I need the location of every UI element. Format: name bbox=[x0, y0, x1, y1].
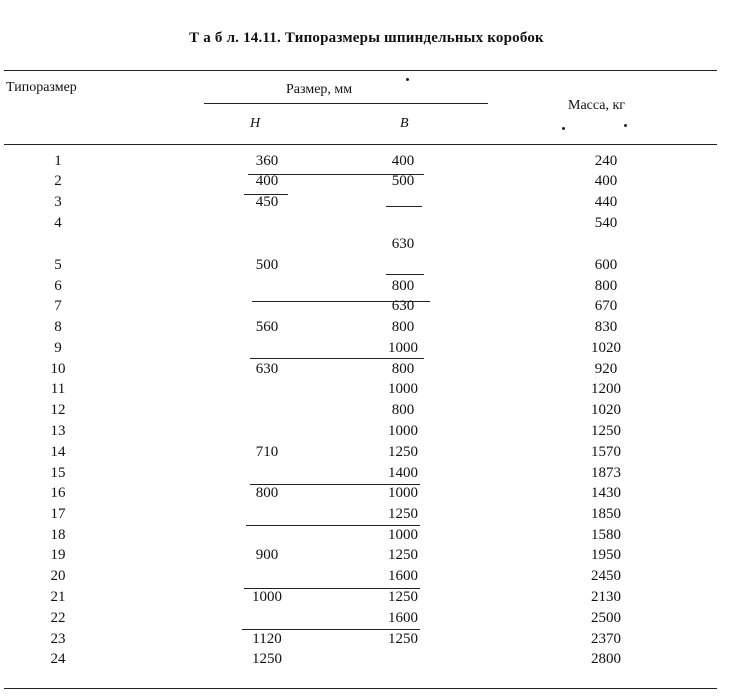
row-number: 4 bbox=[54, 215, 62, 231]
row-number: 6 bbox=[54, 278, 62, 294]
cell-mass: 1580 bbox=[591, 527, 621, 543]
cell-b: 1250 bbox=[388, 589, 418, 605]
header-b: B bbox=[400, 116, 409, 131]
group-rule bbox=[386, 206, 422, 207]
group-rule bbox=[242, 629, 420, 630]
group-rule bbox=[244, 194, 288, 195]
cell-b: 1600 bbox=[388, 610, 418, 626]
cell-mass: 2500 bbox=[591, 610, 621, 626]
cell-h: 710 bbox=[255, 444, 279, 460]
row-number: 2 bbox=[54, 173, 62, 189]
row-number: 24 bbox=[50, 651, 66, 667]
row-number: 20 bbox=[50, 568, 66, 584]
cell-mass: 1200 bbox=[591, 381, 621, 397]
group-rule bbox=[250, 358, 424, 359]
row-number: 1 bbox=[54, 153, 62, 169]
row-number: 21 bbox=[50, 589, 66, 605]
cell-mass: 400 bbox=[594, 173, 618, 189]
row-number: 18 bbox=[50, 527, 66, 543]
row-number: 14 bbox=[50, 444, 66, 460]
cell-mass: 600 bbox=[594, 257, 618, 273]
row-number: 9 bbox=[54, 340, 62, 356]
cell-mass: 440 bbox=[594, 194, 618, 210]
cell-mass: 1850 bbox=[591, 506, 621, 522]
table-title: Т а б л. 14.11. Типоразмеры шпиндельных коробок bbox=[189, 30, 544, 46]
group-rule bbox=[386, 274, 424, 275]
print-speck bbox=[562, 127, 565, 130]
cell-h: 900 bbox=[255, 547, 279, 563]
cell-b: 400 bbox=[391, 153, 415, 169]
cell-mass: 830 bbox=[594, 319, 618, 335]
row-number: 23 bbox=[50, 631, 66, 647]
group-rule bbox=[250, 484, 420, 485]
row-number: 8 bbox=[54, 319, 62, 335]
header-mass: Масса, кг bbox=[568, 98, 626, 113]
cell-b: 1000 bbox=[388, 485, 418, 501]
cell-b: 800 bbox=[391, 361, 415, 377]
row-number: 5 bbox=[54, 257, 62, 273]
group-rule bbox=[244, 588, 420, 589]
cell-h: 400 bbox=[255, 173, 279, 189]
group-rule bbox=[252, 301, 430, 302]
cell-b: 1000 bbox=[388, 340, 418, 356]
header-type: Типоразмер bbox=[6, 80, 77, 95]
cell-b: 500 bbox=[391, 173, 415, 189]
print-speck bbox=[624, 124, 627, 127]
header-size: Размер, мм bbox=[286, 82, 353, 97]
cell-h: 1120 bbox=[252, 631, 282, 647]
cell-mass: 2450 bbox=[591, 568, 621, 584]
cell-b: 800 bbox=[391, 402, 415, 418]
row-number: 16 bbox=[50, 485, 66, 501]
cell-b: 1000 bbox=[388, 381, 418, 397]
cell-mass: 670 bbox=[594, 298, 618, 314]
header-h: H bbox=[250, 116, 261, 131]
cell-h: 450 bbox=[255, 194, 279, 210]
row-number: 10 bbox=[50, 361, 66, 377]
cell-mass: 1570 bbox=[591, 444, 621, 460]
group-rule bbox=[246, 525, 420, 526]
print-speck bbox=[406, 78, 409, 81]
cell-b: 1250 bbox=[388, 547, 418, 563]
cell-h: 500 bbox=[255, 257, 279, 273]
cell-mass: 540 bbox=[594, 215, 618, 231]
row-number: 11 bbox=[50, 381, 66, 397]
cell-h: 360 bbox=[255, 153, 279, 169]
top-rule bbox=[4, 70, 717, 71]
cell-b: 800 bbox=[391, 319, 415, 335]
cell-b: 1000 bbox=[388, 527, 418, 543]
cell-h: 560 bbox=[255, 319, 279, 335]
cell-b: 1250 bbox=[388, 631, 418, 647]
group-rule bbox=[248, 174, 424, 175]
cell-h: 1000 bbox=[252, 589, 282, 605]
cell-mass: 800 bbox=[594, 278, 618, 294]
cell-mass: 1020 bbox=[591, 340, 621, 356]
cell-b: 630 bbox=[391, 298, 415, 314]
row-number: 3 bbox=[54, 194, 62, 210]
cell-b: 1000 bbox=[388, 423, 418, 439]
header-bottom-rule bbox=[4, 144, 717, 145]
cell-mass: 1873 bbox=[591, 465, 621, 481]
cell-mass: 1430 bbox=[591, 485, 621, 501]
cell-b: 1400 bbox=[388, 465, 418, 481]
cell-mass: 2800 bbox=[591, 651, 621, 667]
cell-b: 630 bbox=[391, 236, 415, 252]
cell-b: 1250 bbox=[388, 444, 418, 460]
header-size-rule bbox=[204, 103, 488, 104]
row-number: 17 bbox=[50, 506, 66, 522]
row-number: 19 bbox=[50, 547, 66, 563]
cell-mass: 1250 bbox=[591, 423, 621, 439]
cell-h: 1250 bbox=[252, 651, 282, 667]
row-number: 13 bbox=[50, 423, 66, 439]
cell-h: 630 bbox=[255, 361, 279, 377]
cell-mass: 2130 bbox=[591, 589, 621, 605]
cell-mass: 920 bbox=[594, 361, 618, 377]
row-number: 7 bbox=[54, 298, 62, 314]
row-number: 12 bbox=[50, 402, 66, 418]
cell-mass: 1020 bbox=[591, 402, 621, 418]
cell-b: 1600 bbox=[388, 568, 418, 584]
cell-b: 1250 bbox=[388, 506, 418, 522]
row-number: 15 bbox=[50, 465, 66, 481]
cell-h: 800 bbox=[255, 485, 279, 501]
row-number: 22 bbox=[50, 610, 66, 626]
bottom-rule bbox=[4, 688, 717, 689]
cell-b: 800 bbox=[391, 278, 415, 294]
cell-mass: 240 bbox=[594, 153, 618, 169]
cell-mass: 2370 bbox=[591, 631, 621, 647]
cell-mass: 1950 bbox=[591, 547, 621, 563]
